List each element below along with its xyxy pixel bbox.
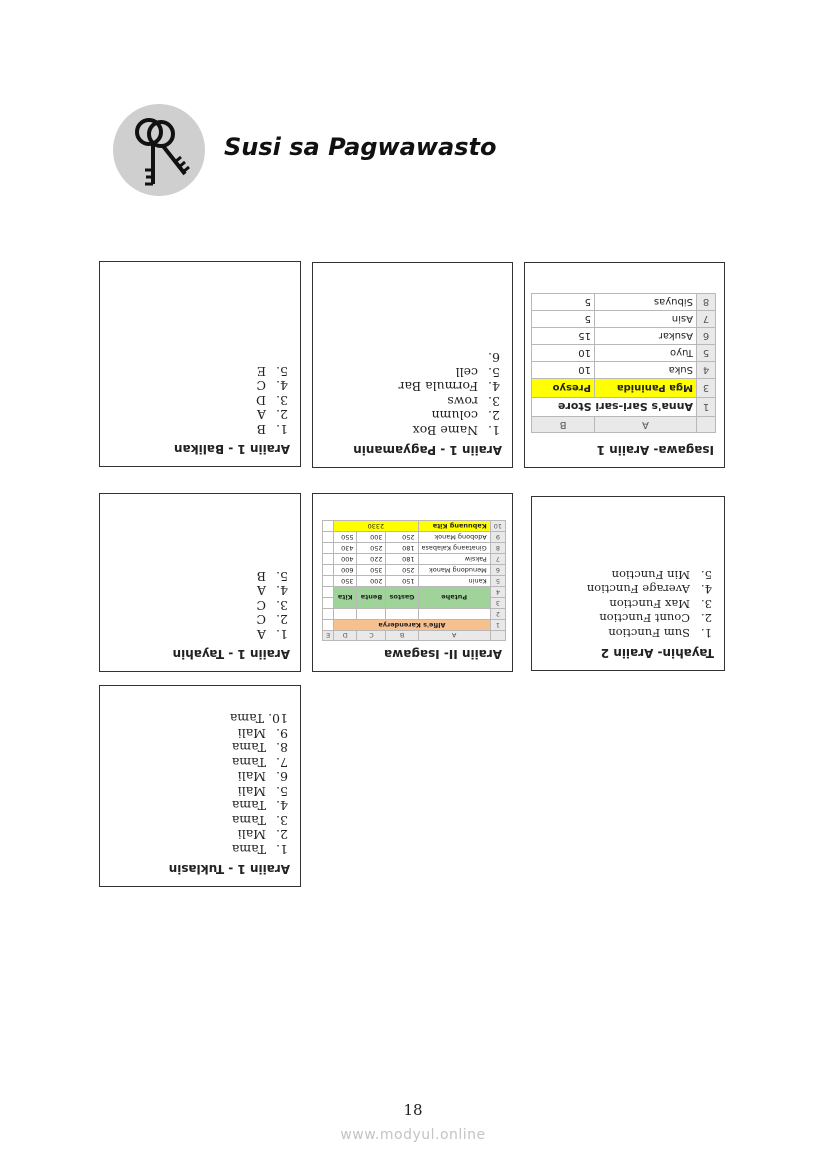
answer-item <box>256 393 288 408</box>
answer-number: 5. <box>701 568 712 582</box>
answer-item <box>230 740 288 755</box>
column-header: B <box>532 417 595 433</box>
corner-cell <box>697 417 716 433</box>
table-cell: Sibuyas <box>595 294 697 311</box>
answer-item <box>230 813 288 828</box>
total-value-cell: 2330 <box>334 521 418 532</box>
answer-text: Mali <box>237 784 266 799</box>
answer-number: 5. <box>488 365 500 380</box>
row-number: 1 <box>490 620 505 631</box>
answer-item <box>230 798 288 813</box>
answer-text: rows <box>447 394 478 409</box>
answer-text: B <box>256 569 266 584</box>
table-cell: Kanin <box>418 576 490 587</box>
table-cell: Suka <box>595 362 697 379</box>
table-cell: 180 <box>386 554 418 565</box>
table-cell: 600 <box>334 565 357 576</box>
empty-cell <box>386 609 418 620</box>
row-number: 2 <box>490 609 505 620</box>
row-number: 9 <box>490 532 505 543</box>
answer-item <box>256 364 288 379</box>
answer-item <box>399 365 500 380</box>
empty-cell <box>323 565 334 576</box>
row-number: 5 <box>697 345 716 362</box>
answer-number: 4. <box>276 378 288 394</box>
answer-text: A <box>256 583 266 599</box>
table-cell: 200 <box>357 576 386 587</box>
answer-number: 3. <box>701 597 712 611</box>
table-cell: 15 <box>532 328 595 345</box>
empty-cell <box>323 532 334 543</box>
table-cell: 430 <box>334 543 357 554</box>
answer-text: Tama <box>231 813 266 828</box>
table-cell: 250 <box>386 565 418 576</box>
answer-box-tuklasin <box>99 685 301 887</box>
answer-number: 1. <box>488 423 500 438</box>
table-cell: Adobong Manok <box>418 532 490 543</box>
answer-text: C <box>256 378 266 394</box>
table-cell: 5 <box>532 311 595 328</box>
answer-item <box>587 626 712 641</box>
answer-text: Formula Bar <box>398 379 478 395</box>
answer-number: 1. <box>276 842 288 857</box>
box-heading: Araiin II- Isagawa <box>384 647 502 661</box>
answer-text: Count Function <box>599 611 690 626</box>
page-title: Susi sa Pagwawasto <box>224 133 497 161</box>
answer-number: 7. <box>276 755 288 770</box>
answer-text: column <box>431 408 478 424</box>
answer-text: E <box>256 364 266 379</box>
answer-box-tayahin-1 <box>99 493 301 672</box>
row-number: 4 <box>490 587 505 598</box>
answer-text: cell <box>455 365 478 380</box>
answer-item <box>230 827 288 842</box>
row-number: 10 <box>490 521 505 532</box>
empty-cell <box>357 609 386 620</box>
answer-box-balikan <box>99 261 301 467</box>
answer-item <box>230 842 288 857</box>
box-heading: Tayahin- Araiin 2 <box>600 646 714 660</box>
answer-number: 3. <box>276 813 288 828</box>
empty-cell <box>323 521 334 532</box>
table-cell: 10 <box>532 345 595 362</box>
answer-number: 2. <box>488 408 500 424</box>
answer-text: C <box>256 612 266 628</box>
row-number: 4 <box>697 362 716 379</box>
answer-text: Average Function <box>586 582 690 597</box>
box-heading: Araiin 1 - Balikan <box>173 442 290 456</box>
keys-icon <box>113 104 205 196</box>
corner-cell <box>490 631 505 641</box>
answer-number: 5. <box>276 569 288 584</box>
spreadsheet-image <box>531 293 716 433</box>
table-cell: Tuyo <box>595 345 697 362</box>
empty-cell <box>323 576 334 587</box>
answer-list <box>256 569 288 642</box>
column-header: A <box>595 417 697 433</box>
answer-item <box>256 627 288 642</box>
empty-cell <box>323 609 334 620</box>
table-cell: 350 <box>334 576 357 587</box>
answer-list <box>399 350 500 437</box>
box-heading: Isagawa- Araiin 1 <box>596 443 714 457</box>
answer-number: 4. <box>701 582 712 597</box>
empty-cell <box>323 620 334 631</box>
answer-text: Min Function <box>611 568 690 582</box>
table-cell: 150 <box>386 576 418 587</box>
answer-item <box>256 407 288 422</box>
answer-item <box>256 598 288 613</box>
table-cell: 220 <box>357 554 386 565</box>
empty-cell <box>323 598 334 609</box>
column-header: E <box>323 631 334 641</box>
answer-number: 8. <box>276 740 288 756</box>
row-number: 1 <box>697 398 716 417</box>
answer-item <box>230 711 288 726</box>
answer-item <box>230 755 288 770</box>
answer-list <box>256 364 288 437</box>
row-number: 3 <box>697 379 716 398</box>
answer-number: 3. <box>276 393 288 408</box>
answer-item <box>230 726 288 741</box>
table-cell: 400 <box>334 554 357 565</box>
answer-box-tayahin-2 <box>531 496 725 671</box>
answer-number: 2. <box>276 407 288 423</box>
answer-number: 1. <box>276 422 288 437</box>
header-cell: Kita <box>334 587 357 609</box>
answer-item <box>256 583 288 598</box>
table-cell: 180 <box>386 543 418 554</box>
answer-text: Tama <box>229 711 264 727</box>
empty-cell <box>418 609 490 620</box>
empty-cell <box>323 554 334 565</box>
page-number: 18 <box>403 1101 423 1119</box>
box-heading: Araiin 1 - Tuklasin <box>168 862 290 876</box>
table-cell: 350 <box>357 565 386 576</box>
answer-box-pagyamanin <box>312 262 513 468</box>
column-header: C <box>357 631 386 641</box>
store-title-cell: Anna's Sari-sari Store <box>532 398 697 417</box>
answer-number: 9. <box>276 726 288 741</box>
answer-item <box>587 568 712 583</box>
table-cell: 550 <box>334 532 357 543</box>
answer-text: Tama <box>231 842 266 857</box>
answer-box-isagawa-1 <box>524 262 725 468</box>
answer-number: 2. <box>276 612 288 628</box>
row-number: 3 <box>490 598 505 609</box>
answer-number: 5. <box>276 784 288 799</box>
column-header: A <box>418 631 490 641</box>
answer-list <box>230 711 288 856</box>
answer-item <box>256 378 288 393</box>
answer-text: Max Function <box>609 597 690 611</box>
answer-item <box>256 569 288 584</box>
row-number: 6 <box>697 328 716 345</box>
header-cell: Putahe <box>418 587 490 609</box>
table-cell: Menudong Manok <box>418 565 490 576</box>
answer-text: C <box>256 598 266 613</box>
answer-number: 4. <box>276 798 288 814</box>
answer-number: 1. <box>276 627 288 642</box>
empty-cell <box>334 609 357 620</box>
answer-item <box>399 408 500 423</box>
answer-number: 5. <box>276 364 288 379</box>
answer-item <box>399 423 500 438</box>
answer-text: Mali <box>237 827 266 843</box>
answer-text: Tama <box>231 740 266 756</box>
answer-item <box>587 611 712 626</box>
table-cell: 250 <box>386 532 418 543</box>
table-cell: Ginataang Kalabasa <box>418 543 490 554</box>
header-cell: Gastos <box>386 587 418 609</box>
answer-number: 6. <box>488 350 500 366</box>
answer-number: 2. <box>276 827 288 843</box>
answer-item <box>256 422 288 437</box>
answer-box-isagawa-2 <box>312 493 513 672</box>
row-number: 7 <box>697 311 716 328</box>
answer-number: 6. <box>276 769 288 785</box>
answer-text: A <box>256 627 266 642</box>
table-cell: Asin <box>595 311 697 328</box>
answer-text: D <box>255 393 266 408</box>
answer-text: Mali <box>237 769 266 785</box>
spreadsheet-image <box>322 520 506 641</box>
answer-number: 4. <box>276 583 288 599</box>
answer-number: 4. <box>488 379 500 395</box>
box-heading: Araiin 1 - Tayahin <box>172 647 290 661</box>
answer-text: A <box>256 407 266 423</box>
table-cell: Paksiw <box>418 554 490 565</box>
header-cell: Benta <box>357 587 386 609</box>
row-number: 8 <box>490 543 505 554</box>
answer-text: Sum Function <box>608 626 690 640</box>
answer-text: B <box>256 422 266 437</box>
header-cell: Presyo <box>532 379 595 398</box>
empty-cell <box>323 587 334 598</box>
answer-number: 1. <box>701 626 712 640</box>
answer-item <box>399 350 500 365</box>
answer-item <box>230 784 288 799</box>
row-number: 6 <box>490 565 505 576</box>
total-label-cell: Kabuuang Kita <box>418 521 490 532</box>
answer-text: Tama <box>231 755 266 770</box>
answer-text: Tama <box>231 798 266 814</box>
answer-text: Mali <box>237 726 266 741</box>
table-cell: Asukar <box>595 328 697 345</box>
table-cell: 300 <box>357 532 386 543</box>
header-cell: Mga Paninida <box>595 379 697 398</box>
answer-list <box>587 568 712 641</box>
answer-number: 10. <box>268 711 288 727</box>
row-number: 8 <box>697 294 716 311</box>
empty-cell <box>323 543 334 554</box>
answer-item <box>230 769 288 784</box>
sheet-title-cell: Alfie's Karenderya <box>334 620 491 631</box>
table-cell: 5 <box>532 294 595 311</box>
row-number: 5 <box>490 576 505 587</box>
table-cell: 250 <box>357 543 386 554</box>
answer-item <box>256 612 288 627</box>
box-heading: Araiin 1 - Pagyamanin <box>353 443 502 457</box>
answer-item <box>399 394 500 409</box>
answer-number: 2. <box>701 611 712 626</box>
table-cell: 10 <box>532 362 595 379</box>
column-header: B <box>386 631 418 641</box>
answer-number: 3. <box>276 598 288 613</box>
column-header: D <box>334 631 357 641</box>
answer-text: Name Box <box>412 423 478 438</box>
answer-item <box>587 582 712 597</box>
answer-number: 3. <box>488 394 500 409</box>
row-number: 7 <box>490 554 505 565</box>
watermark: www.modyul.online <box>340 1127 486 1143</box>
answer-item <box>587 597 712 612</box>
answer-item <box>399 379 500 394</box>
